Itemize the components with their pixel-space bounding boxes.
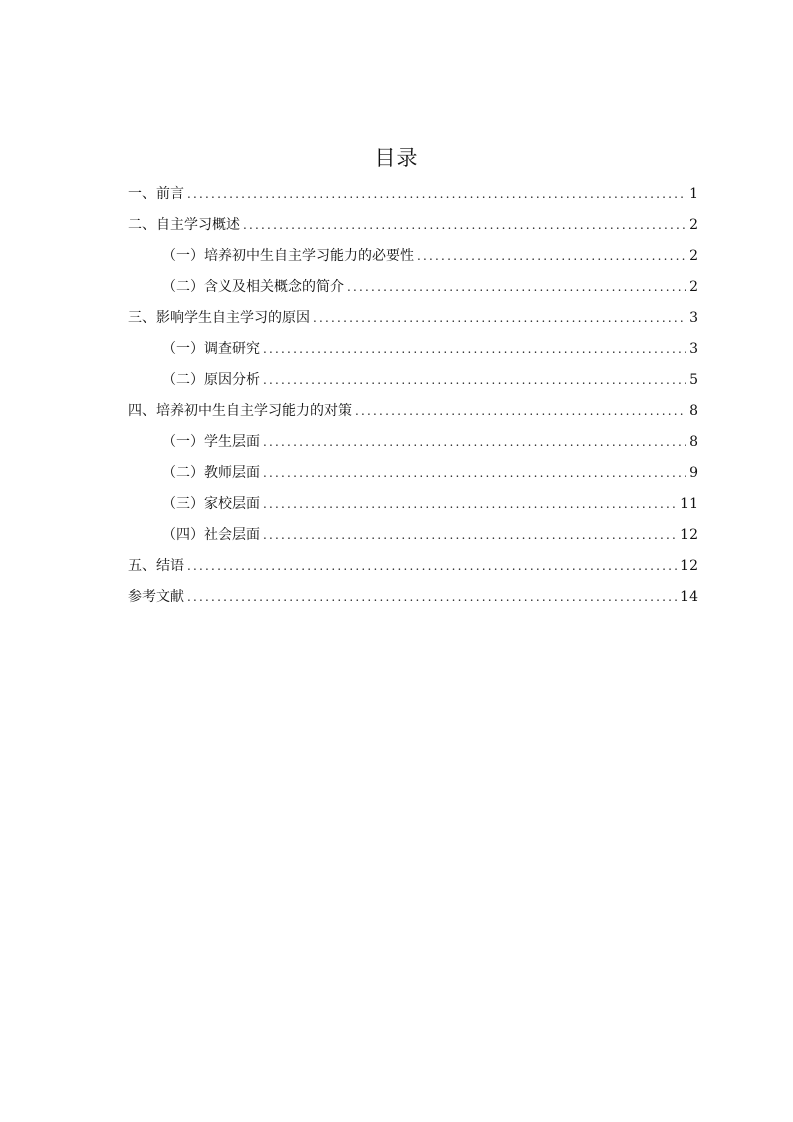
toc-entry-title: （二）教师层面 — [162, 465, 260, 481]
toc-page-number: 8 — [689, 434, 698, 450]
toc-page-number: 3 — [689, 341, 698, 357]
toc-leader-dots — [187, 582, 677, 613]
toc-leader-dots — [187, 179, 686, 210]
toc-entry-title: （二）原因分析 — [162, 372, 260, 388]
toc-leader-dots — [243, 210, 686, 241]
toc-page-number: 12 — [680, 527, 698, 543]
table-of-contents — [128, 179, 698, 613]
toc-subentry[interactable] — [128, 365, 698, 396]
toc-page-number: 1 — [689, 186, 698, 202]
toc-entry-title: 三、影响学生自主学习的原因 — [128, 310, 310, 326]
toc-entry-title: 四、培养初中生自主学习能力的对策 — [128, 403, 352, 419]
toc-page-number: 12 — [680, 558, 698, 574]
toc-leader-dots — [187, 551, 677, 582]
toc-leader-dots — [263, 427, 686, 458]
toc-entry-title: 五、结语 — [128, 558, 184, 574]
toc-entry[interactable] — [128, 396, 698, 427]
toc-subentry[interactable] — [128, 241, 698, 272]
toc-leader-dots — [263, 458, 686, 489]
toc-leader-dots — [355, 396, 686, 427]
toc-subentry[interactable] — [128, 427, 698, 458]
toc-subentry[interactable] — [128, 272, 698, 303]
toc-entry-title: 二、自主学习概述 — [128, 217, 240, 233]
toc-entry-title: （二）含义及相关概念的简介 — [162, 279, 344, 295]
toc-page-number: 3 — [689, 310, 698, 326]
toc-entry-title: （一）学生层面 — [162, 434, 260, 450]
toc-subentry[interactable] — [128, 489, 698, 520]
toc-leader-dots — [263, 520, 677, 551]
toc-subentry[interactable] — [128, 520, 698, 551]
toc-page-number: 2 — [689, 248, 698, 264]
toc-leader-dots — [347, 272, 686, 303]
toc-page-number: 11 — [680, 496, 698, 512]
toc-page-number: 8 — [689, 403, 698, 419]
toc-leader-dots — [263, 334, 686, 365]
toc-subentry[interactable] — [128, 334, 698, 365]
toc-entry[interactable] — [128, 303, 698, 334]
toc-entry[interactable] — [128, 551, 698, 582]
toc-page-number: 5 — [689, 372, 698, 388]
toc-leader-dots — [417, 241, 686, 272]
toc-page-number: 2 — [689, 217, 698, 233]
toc-leader-dots — [263, 489, 677, 520]
toc-page-number: 9 — [689, 465, 698, 481]
toc-leader-dots — [313, 303, 686, 334]
toc-title: 目录 — [374, 146, 419, 170]
toc-entry[interactable] — [128, 210, 698, 241]
toc-entry-title: （四）社会层面 — [162, 527, 260, 543]
toc-entry-title: （一）培养初中生自主学习能力的必要性 — [162, 248, 414, 264]
toc-page-number: 2 — [689, 279, 698, 295]
toc-entry-title: （一）调查研究 — [162, 341, 260, 357]
toc-leader-dots — [263, 365, 686, 396]
toc-entry[interactable] — [128, 179, 698, 210]
toc-entry[interactable] — [128, 582, 698, 613]
toc-subentry[interactable] — [128, 458, 698, 489]
toc-entry-title: （三）家校层面 — [162, 496, 260, 512]
toc-entry-title: 参考文献 — [128, 589, 184, 605]
toc-page-number: 14 — [680, 589, 698, 605]
toc-entry-title: 一、前言 — [128, 186, 184, 202]
